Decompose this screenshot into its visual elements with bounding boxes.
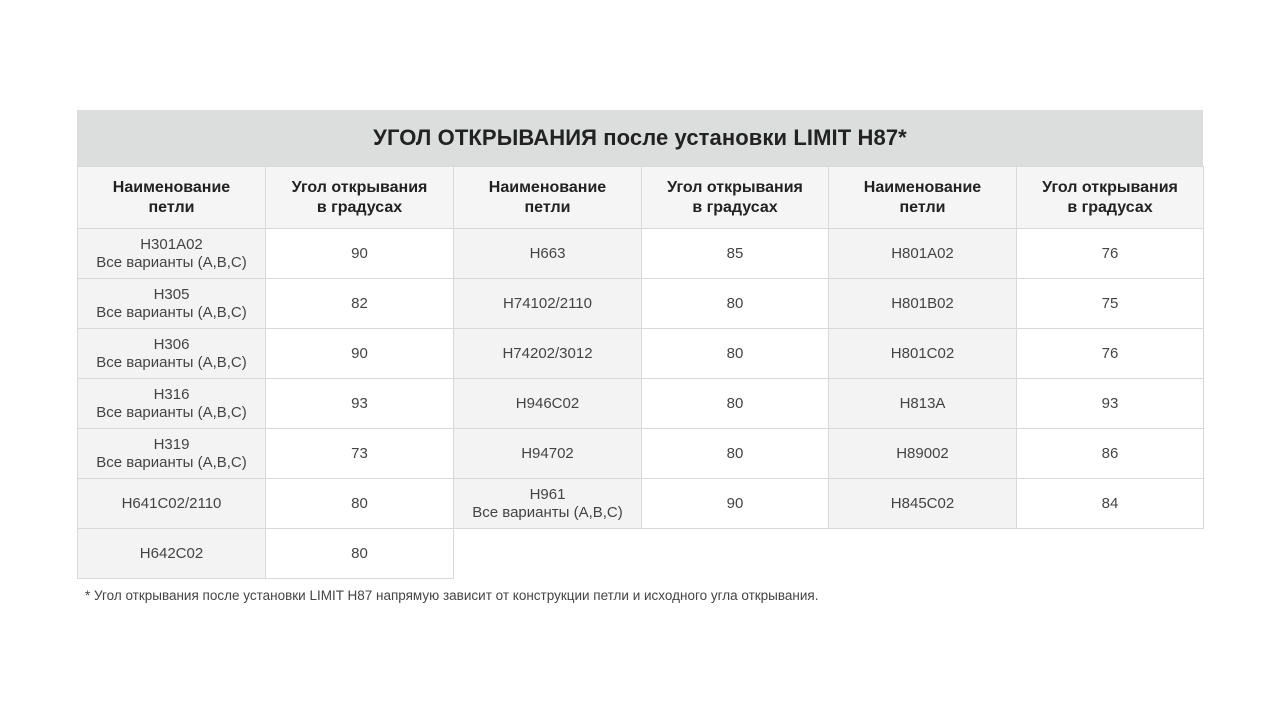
table-row bbox=[78, 479, 1204, 529]
opening-angle-cell: 82 bbox=[266, 279, 454, 329]
hinge-name: H319 bbox=[153, 435, 190, 453]
hinge-name: H641C02/2110 bbox=[121, 494, 222, 512]
hinge-name: H946C02 bbox=[515, 394, 580, 412]
header-angle-col-1: Угол открывания в градусах bbox=[266, 167, 454, 229]
hinge-name: H801B02 bbox=[891, 294, 954, 312]
hinge-name: H74102/2110 bbox=[503, 294, 592, 312]
hinge-name-cell bbox=[78, 329, 266, 379]
hinge-name-cell bbox=[829, 429, 1017, 479]
hinge-name: H813A bbox=[899, 394, 946, 412]
opening-angle-cell: 73 bbox=[266, 429, 454, 479]
hinge-variants-note: Все варианты (A,B,C) bbox=[96, 353, 247, 371]
header-name-col-2: Наименование петли bbox=[454, 167, 642, 229]
hinge-variants-note: Все варианты (A,B,C) bbox=[472, 503, 623, 521]
table-row bbox=[78, 279, 1204, 329]
table-row bbox=[78, 429, 1204, 479]
table-row bbox=[78, 379, 1204, 429]
hinge-name-cell bbox=[829, 479, 1017, 529]
hinge-name: H642C02 bbox=[139, 544, 204, 562]
empty-cell bbox=[454, 529, 829, 579]
hinge-variants-note: Все варианты (A,B,C) bbox=[96, 403, 247, 421]
hinge-name: H801C02 bbox=[890, 344, 955, 362]
opening-angle-cell: 93 bbox=[266, 379, 454, 429]
hinge-name-cell bbox=[78, 229, 266, 279]
hinge-name-cell bbox=[454, 329, 642, 379]
hinge-name: H94702 bbox=[521, 444, 574, 462]
table-body bbox=[78, 229, 1204, 579]
hinge-name-cell bbox=[454, 479, 642, 529]
footnote: * Угол открывания после установки LIMIT H87 напрямую зависит от конструкции петли и исходного угла открывания. bbox=[85, 588, 819, 603]
hinge-name: H305 bbox=[153, 285, 190, 303]
header-angle-col-2: Угол открывания в градусах bbox=[642, 167, 829, 229]
hinge-variants-note: Все варианты (A,B,C) bbox=[96, 303, 247, 321]
table-title: УГОЛ ОТКРЫВАНИЯ после установки LIMIT H87* bbox=[77, 110, 1203, 166]
hinge-name-cell bbox=[78, 529, 266, 579]
angle-table bbox=[77, 166, 1204, 579]
hinge-name-cell bbox=[78, 379, 266, 429]
angle-table-block bbox=[77, 110, 1203, 603]
hinge-name: H801A02 bbox=[891, 244, 954, 262]
opening-angle-cell: 85 bbox=[642, 229, 829, 279]
opening-angle-cell: 86 bbox=[1017, 429, 1204, 479]
hinge-name-cell bbox=[454, 229, 642, 279]
opening-angle-cell: 90 bbox=[266, 329, 454, 379]
hinge-name: H306 bbox=[153, 335, 190, 353]
hinge-name: H961 bbox=[529, 485, 566, 503]
opening-angle-cell: 76 bbox=[1017, 329, 1204, 379]
empty-cell bbox=[829, 529, 1204, 579]
hinge-name-cell bbox=[78, 279, 266, 329]
opening-angle-cell: 80 bbox=[642, 429, 829, 479]
hinge-name-cell bbox=[454, 429, 642, 479]
hinge-variants-note: Все варианты (A,B,C) bbox=[96, 253, 247, 271]
header-angle-col-3: Угол открывания в градусах bbox=[1017, 167, 1204, 229]
hinge-name-cell bbox=[78, 429, 266, 479]
opening-angle-cell: 90 bbox=[266, 229, 454, 279]
opening-angle-cell: 80 bbox=[266, 529, 454, 579]
hinge-name-cell bbox=[78, 479, 266, 529]
opening-angle-cell: 80 bbox=[642, 329, 829, 379]
header-row bbox=[78, 167, 1204, 229]
opening-angle-cell: 80 bbox=[642, 379, 829, 429]
hinge-name-cell bbox=[829, 329, 1017, 379]
opening-angle-cell: 76 bbox=[1017, 229, 1204, 279]
hinge-name: H301A02 bbox=[140, 235, 203, 253]
hinge-name-cell bbox=[829, 279, 1017, 329]
hinge-name: H663 bbox=[529, 244, 566, 262]
hinge-name-cell bbox=[454, 379, 642, 429]
hinge-name: H316 bbox=[153, 385, 190, 403]
opening-angle-cell: 93 bbox=[1017, 379, 1204, 429]
hinge-name: H74202/3012 bbox=[502, 344, 593, 362]
header-name-col-3: Наименование петли bbox=[829, 167, 1017, 229]
hinge-name-cell bbox=[829, 379, 1017, 429]
table-row bbox=[78, 329, 1204, 379]
header-name-col-1: Наименование петли bbox=[78, 167, 266, 229]
hinge-name-cell bbox=[829, 229, 1017, 279]
table-row bbox=[78, 529, 1204, 579]
opening-angle-cell: 84 bbox=[1017, 479, 1204, 529]
hinge-variants-note: Все варианты (A,B,C) bbox=[96, 453, 247, 471]
opening-angle-cell: 80 bbox=[642, 279, 829, 329]
opening-angle-cell: 80 bbox=[266, 479, 454, 529]
opening-angle-cell: 75 bbox=[1017, 279, 1204, 329]
table-row bbox=[78, 229, 1204, 279]
hinge-name: H89002 bbox=[896, 444, 949, 462]
hinge-name-cell bbox=[454, 279, 642, 329]
hinge-name: H845C02 bbox=[890, 494, 955, 512]
opening-angle-cell: 90 bbox=[642, 479, 829, 529]
